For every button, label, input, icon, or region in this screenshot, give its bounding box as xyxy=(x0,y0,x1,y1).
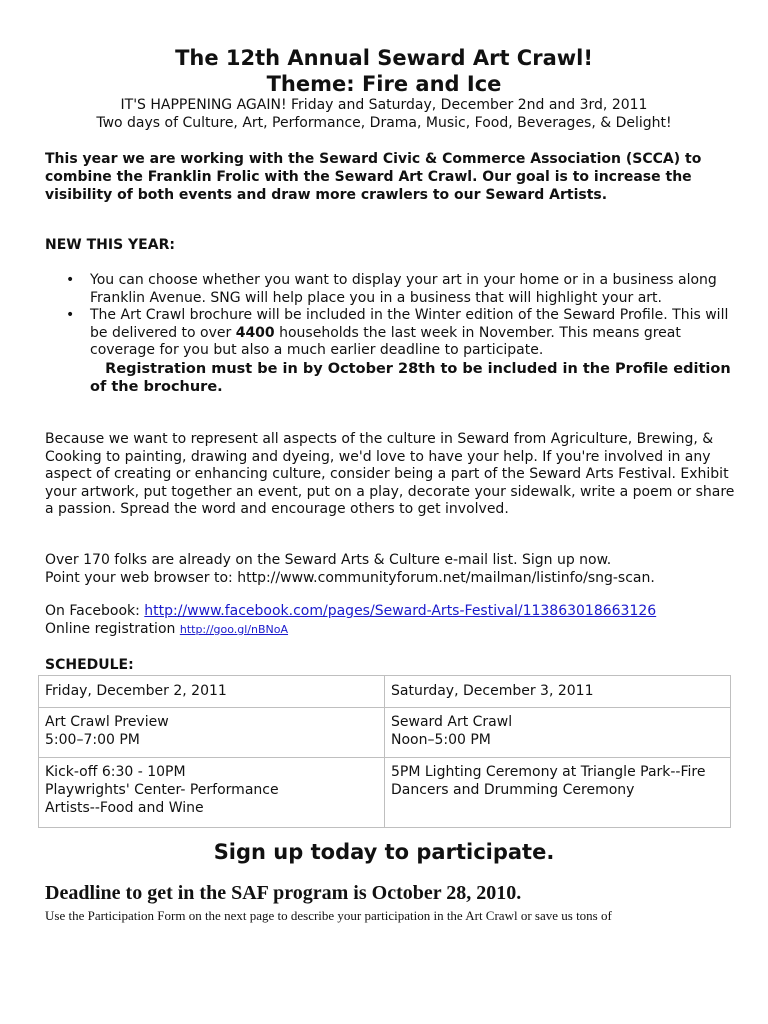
facebook-label: On Facebook: xyxy=(45,603,145,619)
bullet-icon: • xyxy=(66,307,75,323)
email-list-paragraph xyxy=(45,552,745,587)
intro-paragraph: This year we are working with the Seward Civic & Commerce Association (SCCA) to combine the Franklin Frolic with the Seward Art Crawl. Our goal is to increase the visibility of both events and draw more crawlers to our Seward Artists. xyxy=(45,151,702,203)
list-item xyxy=(66,272,736,307)
subtitle-line-1: IT'S HAPPENING AGAIN! Friday and Saturday, December 2nd and 3rd, 2011 xyxy=(120,97,648,113)
deadline-heading: Deadline to get in the SAF program is October 28, 2010. xyxy=(45,882,522,904)
bullet-icon: • xyxy=(66,272,75,288)
table-cell xyxy=(385,676,731,708)
registration-deadline-note xyxy=(90,360,736,396)
friday-kickoff-detail-1: Playwrights' Center- Performance xyxy=(45,782,279,798)
table-cell xyxy=(39,708,385,758)
friday-kickoff: Kick-off 6:30 - 10PM xyxy=(45,764,186,780)
table-row xyxy=(39,758,731,828)
saturday-ceremony-2: Dancers and Drumming Ceremony xyxy=(391,782,635,798)
facebook-line xyxy=(45,603,745,621)
title-line-2: Theme: Fire and Ice xyxy=(266,72,502,96)
new-this-year-heading: NEW THIS YEAR: xyxy=(45,237,175,253)
schedule-table xyxy=(38,675,731,828)
culture-paragraph: Because we want to represent all aspects of the culture in Seward from Agriculture, Brewing, & Cooking to painting, drawing and dyeing, we'd love to have your help. If you're involved in any aspect of creating or enhancing culture, consider being a part of the Seward Arts Festival. Exhibit your artwork, put together an event, put on a play, decorate your sidewalk, write a poem or share a passion. Spread the word and encourage others to get involved. xyxy=(45,431,735,517)
table-row xyxy=(39,708,731,758)
list-item xyxy=(66,307,736,396)
bullet-text-2 xyxy=(90,307,736,360)
saturday-ceremony-1: 5PM Lighting Ceremony at Triangle Park--Fire xyxy=(391,764,706,780)
schedule-heading: SCHEDULE: xyxy=(45,657,134,673)
email-list-line-1: Over 170 folks are already on the Seward Arts & Culture e-mail list. Sign up now. xyxy=(45,552,612,568)
signup-heading: Sign up today to participate. xyxy=(213,840,555,864)
bullet-text-2-part2: households the last week in November. This means great coverage for you but also a much earlier deadline to participate. xyxy=(90,324,681,358)
saturday-date: Saturday, December 3, 2011 xyxy=(391,683,594,699)
registration-label: Online registration xyxy=(45,620,180,637)
subtitle-line-2: Two days of Culture, Art, Performance, Drama, Music, Food, Beverages, & Delight! xyxy=(96,115,672,131)
saturday-event-name: Seward Art Crawl xyxy=(391,714,513,730)
bullet-text-1: You can choose whether you want to display your art in your home or in a business along Franklin Avenue. SNG will help place you in a business that will highlight your art. xyxy=(90,272,717,306)
facebook-link[interactable]: http://www.facebook.com/pages/Seward-Arts-Festival/113863018663126 xyxy=(144,603,657,619)
title-line-1: The 12th Annual Seward Art Crawl! xyxy=(175,46,593,70)
table-row xyxy=(39,676,731,708)
household-count: 4400 xyxy=(235,324,275,341)
friday-event-time: 5:00–7:00 PM xyxy=(45,732,140,748)
bullet-text-2-part1: The Art Crawl brochure will be included in the Winter edition of the Seward Profile. This will be delivered to over xyxy=(90,307,729,341)
email-list-line-2: Point your web browser to: http://www.communityforum.net/mailman/listinfo/sng-scan. xyxy=(45,569,655,586)
participation-form-note: Use the Participation Form on the next page to describe your participation in the Art Crawl or save us tons of xyxy=(45,908,612,923)
saturday-event-time: Noon–5:00 PM xyxy=(391,732,491,748)
table-cell xyxy=(39,758,385,828)
new-this-year-list xyxy=(66,272,736,396)
registration-line xyxy=(45,621,745,639)
table-cell xyxy=(385,708,731,758)
friday-kickoff-detail-2: Artists--Food and Wine xyxy=(45,800,204,816)
links-paragraph xyxy=(45,603,745,638)
table-cell xyxy=(39,676,385,708)
registration-link[interactable]: http://goo.gl/nBNoA xyxy=(179,622,289,636)
friday-event-name: Art Crawl Preview xyxy=(45,714,169,730)
friday-date: Friday, December 2, 2011 xyxy=(45,683,227,699)
table-cell xyxy=(385,758,731,828)
registration-deadline-text: Registration must be in by October 28th to be included in the Profile edition of the brochure. xyxy=(90,360,731,395)
